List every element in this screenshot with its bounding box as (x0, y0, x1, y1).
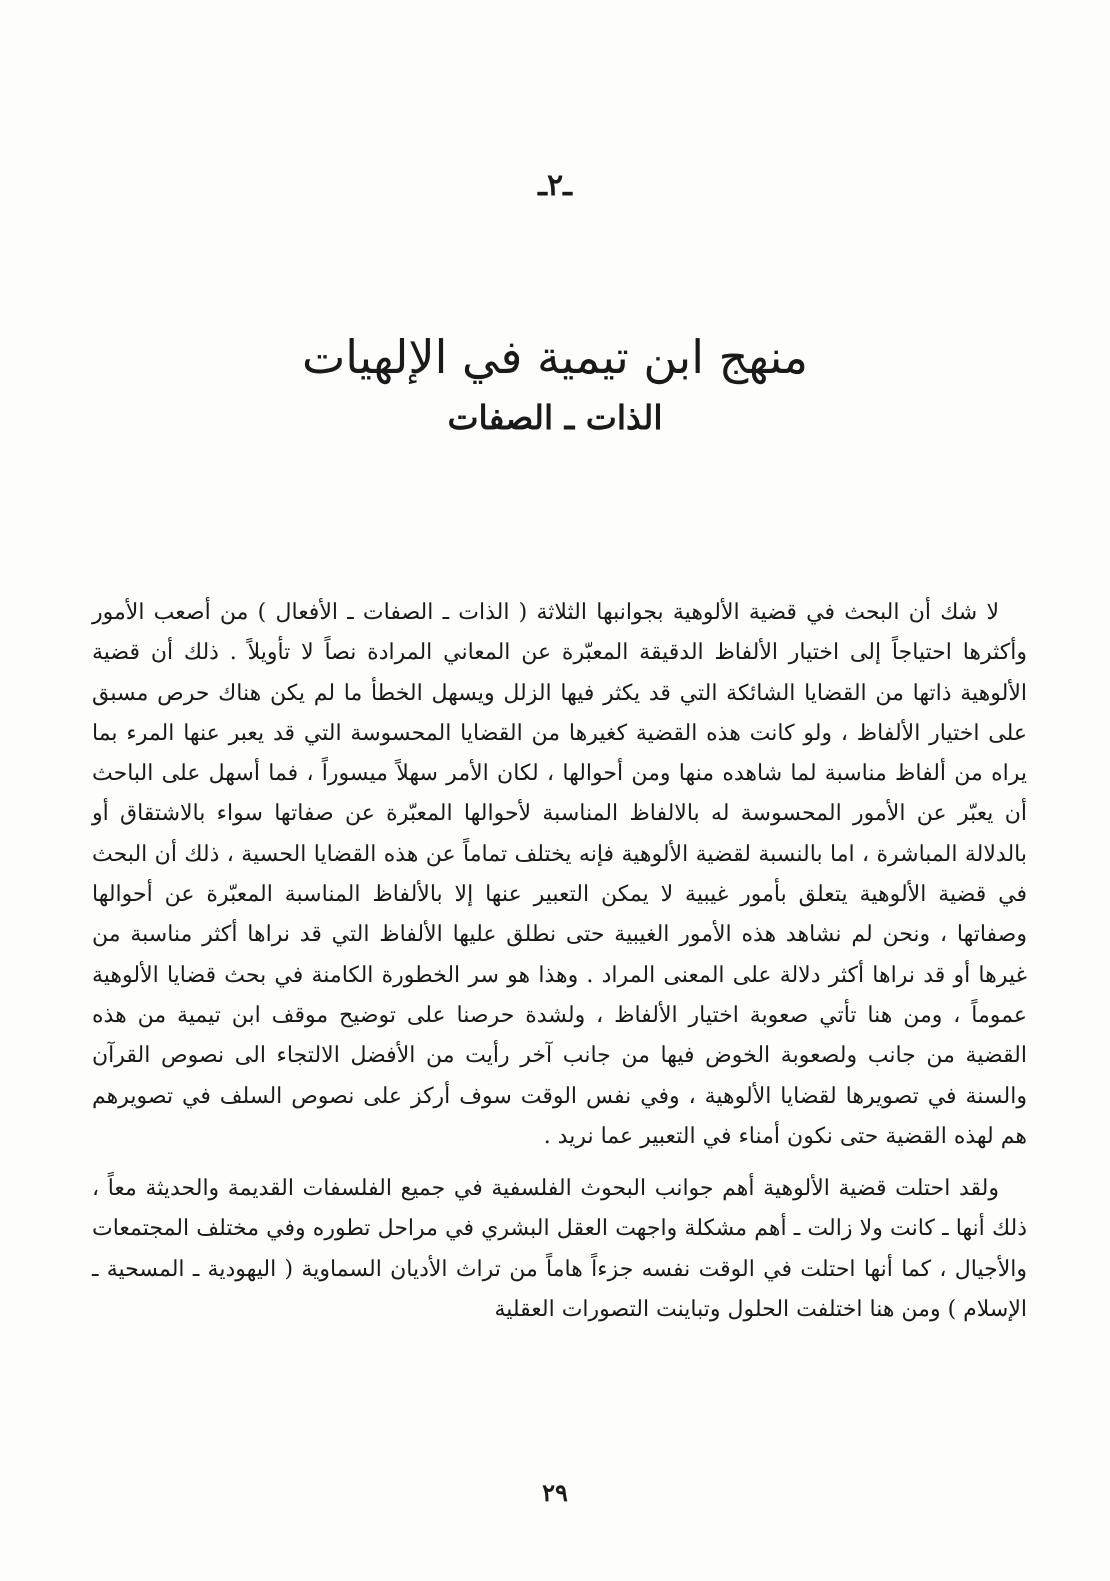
body-text (92, 593, 1027, 1330)
paragraph: ولقد احتلت قضية الألوهية أهم جوانب البحوث الفلسفية في جميع الفلسفات القديمة والحديثة معاً ، ذلك أنها ـ كانت ولا زالت ـ أهم مشكلة واجهت العقل البشري في مراحل تطوره وفي مختلف المجتمعات والأجيال ، كما أنها احتلت في الوقت نفسه جزءاً هاماً من تراث الأديان السماوية ( اليهودية ـ المسحية ـ الإسلام ) ومن هنا اختلفت الحلول وتباينت التصورات العقلية (92, 1176, 1027, 1323)
chapter-title: منهج ابن تيمية في الإلهيات (301, 330, 809, 384)
paragraph: لا شك أن البحث في قضية الألوهية بجوانبها الثلاثة ( الذات ـ الصفات ـ الأفعال ) من أصعب الأمور وأكثرها احتياجاً إلى اختيار الألفاظ الدقيقة المعبّرة عن المعاني المرادة نصاً لا تأويلاً . ذلك أن قضية الألوهية ذاتها من القضايا الشائكة التي قد يكثر فيها الزلل ويسهل الخطأ ما لم يكن هناك حرص مسبق على اختيار الألفاظ ، ولو كانت هذه القضية كغيرها من القضايا المحسوسة التي قد يعبر عنها المرء بما يراه من ألفاظ مناسبة لما شاهده منها ومن أحوالها ، لكان الأمر سهلاً ميسوراً ، فما أسهل على الباحث أن يعبّر عن الأمور المحسوسة له بالالفاظ المناسبة لأحوالها المعبّرة عن صفاتها سواء بالاشتقاق أو بالدلالة المباشرة ، اما بالنسبة لقضية الألوهية فإنه يختلف تماماً عن هذه القضايا الحسية ، ذلك أن البحث في قضية الألوهية يتعلق بأمور غيبية لا يمكن التعبير عنها إلا بالألفاظ المناسبة المعبّرة عن أحوالها وصفاتها ، ونحن لم نشاهد هذه الأمور الغيبية حتى نطلق عليها الألفاظ التي قد نراها أكثر مناسبة من غيرها أو قد نراها أكثر دلالة على المعنى المراد . وهذا هو سر الخطورة الكامنة في بحث قضايا الألوهية عموماً ، ومن هنا تأتي صعوبة اختيار الألفاظ ، ولشدة حرصنا على توضيح موقف ابن تيمية من هذه القضية من جانب ولصعوبة الخوض فيها من جانب آخر رأيت من الأفضل الالتجاء الى نصوص القرآن والسنة في تصويرها لقضايا الألوهية ، وفي نفس الوقت سوف أركز على نصوص السلف في تصويرهم هم لهذه القضية حتى نكون أمناء في التعبير عما نريد . (92, 600, 1027, 1149)
chapter-number: ـ٢ـ (538, 168, 572, 203)
chapter-subtitle: الذات ـ الصفات (447, 398, 663, 437)
page-number: ٢٩ (542, 1478, 568, 1507)
